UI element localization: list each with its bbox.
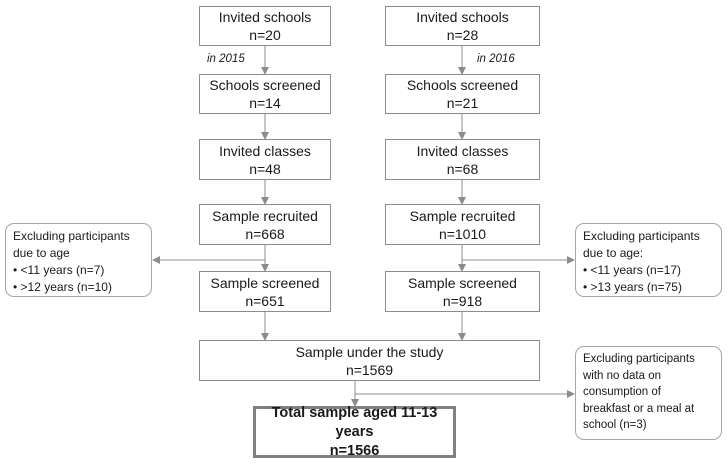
sample-under-study-value: n=1569: [345, 361, 394, 378]
exclusion-bottom-line-4: breakfast or a meal at: [583, 402, 695, 415]
total-sample-box: [253, 406, 456, 458]
exclusion-right-heading-1: Excluding participants: [583, 229, 700, 243]
total-sample-value: n=1566: [329, 442, 380, 459]
right-sample-recruited-value: n=1010: [438, 225, 487, 242]
exclusion-right-item: • <11 years (n=17): [583, 263, 682, 277]
right-schools-screened-title: Schools screened: [406, 77, 519, 93]
exclusion-left-note: [5, 223, 152, 297]
exclusion-bottom-line-3: consumption of: [583, 386, 661, 398]
left-schools-screened-title: Schools screened: [209, 77, 321, 93]
right-sample-screened-box: [385, 271, 540, 312]
left-invited-schools-value: n=20: [249, 27, 281, 43]
sample-under-study-title: Sample under the study: [295, 343, 444, 360]
exclusion-left-item: • <11 years (n=7): [13, 263, 105, 277]
left-sample-screened-value: n=651: [245, 292, 285, 309]
exclusion-left-heading-1: Excluding participants: [13, 229, 130, 243]
right-schools-screened-box: [385, 74, 540, 114]
exclusion-right-heading-2: due to age:: [583, 246, 644, 260]
right-invited-schools-box: [385, 6, 540, 46]
right-invited-schools-title: Invited schools: [416, 9, 509, 25]
exclusion-right-item: • >13 years (n=75): [583, 280, 682, 294]
left-year-label: in 2015: [207, 53, 245, 65]
left-invited-schools-title: Invited schools: [218, 9, 312, 25]
left-invited-classes-box: [199, 139, 331, 180]
left-invited-classes-value: n=48: [249, 160, 281, 177]
right-schools-screened-value: n=21: [446, 95, 479, 111]
right-sample-screened-title: Sample screened: [408, 274, 517, 291]
left-schools-screened-value: n=14: [249, 95, 281, 111]
right-invited-schools-value: n=28: [446, 27, 479, 43]
right-sample-screened-value: n=918: [442, 292, 483, 309]
exclusion-bottom-line-1: Excluding participants: [583, 353, 695, 365]
left-sample-recruited-title: Sample recruited: [212, 207, 318, 224]
exclusion-bottom-line-5: school (n=3): [583, 419, 647, 431]
exclusion-left-heading-2: due to age: [13, 246, 70, 260]
bullet: •: [13, 263, 18, 277]
bullet: •: [583, 263, 588, 277]
left-sample-recruited-box: [199, 204, 331, 245]
right-invited-classes-box: [385, 139, 540, 180]
exclusion-bottom-note: [575, 346, 722, 440]
left-invited-schools-box: [199, 6, 331, 46]
left-sample-recruited-value: n=668: [245, 225, 285, 242]
exclusion-left-item: • >12 years (n=10): [13, 280, 112, 294]
left-schools-screened-box: [199, 74, 331, 114]
exclusion-bottom-line-2: with no data on: [583, 369, 662, 382]
exclusion-right-note: [575, 223, 722, 297]
right-invited-classes-title: Invited classes: [416, 142, 509, 159]
bullet: •: [583, 280, 588, 294]
left-sample-screened-title: Sample screened: [210, 274, 320, 291]
right-sample-recruited-box: [385, 204, 540, 245]
sample-under-study-box: [199, 340, 540, 381]
right-sample-recruited-title: Sample recruited: [409, 207, 516, 224]
right-year-label: in 2016: [477, 53, 515, 65]
left-invited-classes-title: Invited classes: [219, 142, 311, 159]
bullet: •: [13, 280, 18, 294]
right-invited-classes-value: n=68: [446, 160, 479, 177]
total-sample-title: Total sample aged 11-13 years: [271, 404, 438, 440]
left-sample-screened-box: [199, 271, 331, 312]
